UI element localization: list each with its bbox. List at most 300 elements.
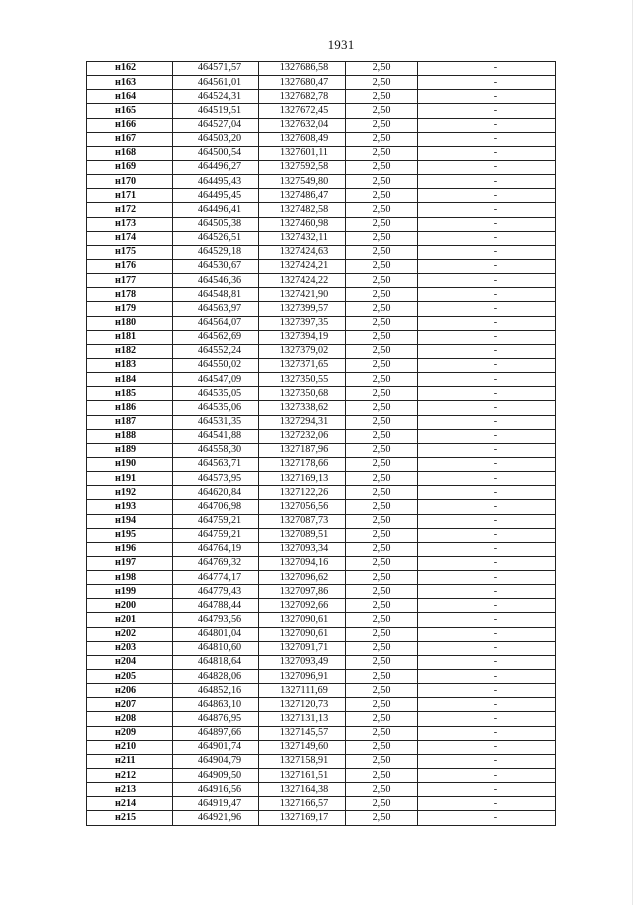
point-id-cell: н215 — [87, 811, 173, 825]
y-coordinate-cell: 1327161,51 — [259, 769, 346, 783]
note-cell: - — [418, 146, 556, 160]
y-coordinate-cell: 1327350,55 — [259, 373, 346, 387]
note-cell: - — [418, 754, 556, 768]
x-coordinate-cell: 464503,20 — [173, 132, 259, 146]
x-coordinate-cell: 464535,05 — [173, 387, 259, 401]
table-row — [87, 302, 556, 316]
note-cell: - — [418, 740, 556, 754]
point-id-cell: н164 — [87, 90, 173, 104]
point-id-cell: н177 — [87, 274, 173, 288]
accuracy-cell: 2,50 — [346, 571, 418, 585]
note-cell: - — [418, 571, 556, 585]
point-id-cell: н206 — [87, 684, 173, 698]
accuracy-cell: 2,50 — [346, 373, 418, 387]
note-cell: - — [418, 698, 556, 712]
table-row — [87, 358, 556, 372]
x-coordinate-cell: 464801,04 — [173, 627, 259, 641]
accuracy-cell: 2,50 — [346, 500, 418, 514]
y-coordinate-cell: 1327394,19 — [259, 330, 346, 344]
accuracy-cell: 2,50 — [346, 457, 418, 471]
note-cell: - — [418, 655, 556, 669]
note-cell: - — [418, 344, 556, 358]
point-id-cell: н196 — [87, 542, 173, 556]
y-coordinate-cell: 1327169,13 — [259, 472, 346, 486]
accuracy-cell: 2,50 — [346, 443, 418, 457]
x-coordinate-cell: 464531,35 — [173, 415, 259, 429]
table-row — [87, 429, 556, 443]
note-cell: - — [418, 627, 556, 641]
table-row — [87, 344, 556, 358]
table-row — [87, 175, 556, 189]
x-coordinate-cell: 464779,43 — [173, 585, 259, 599]
table-row — [87, 726, 556, 740]
x-coordinate-cell: 464571,57 — [173, 62, 259, 76]
table-row — [87, 231, 556, 245]
x-coordinate-cell: 464547,09 — [173, 373, 259, 387]
x-coordinate-cell: 464564,07 — [173, 316, 259, 330]
table-row — [87, 472, 556, 486]
note-cell: - — [418, 316, 556, 330]
table-row — [87, 330, 556, 344]
x-coordinate-cell: 464561,01 — [173, 76, 259, 90]
x-coordinate-cell: 464919,47 — [173, 797, 259, 811]
x-coordinate-cell: 464558,30 — [173, 443, 259, 457]
y-coordinate-cell: 1327096,91 — [259, 670, 346, 684]
y-coordinate-cell: 1327089,51 — [259, 528, 346, 542]
note-cell: - — [418, 797, 556, 811]
page-edge-line — [632, 0, 633, 905]
y-coordinate-cell: 1327682,78 — [259, 90, 346, 104]
note-cell: - — [418, 514, 556, 528]
accuracy-cell: 2,50 — [346, 754, 418, 768]
note-cell: - — [418, 783, 556, 797]
y-coordinate-cell: 1327056,56 — [259, 500, 346, 514]
accuracy-cell: 2,50 — [346, 302, 418, 316]
x-coordinate-cell: 464759,21 — [173, 528, 259, 542]
table-row — [87, 104, 556, 118]
point-id-cell: н174 — [87, 231, 173, 245]
point-id-cell: н167 — [87, 132, 173, 146]
note-cell: - — [418, 769, 556, 783]
y-coordinate-cell: 1327680,47 — [259, 76, 346, 90]
table-row — [87, 740, 556, 754]
table-row — [87, 118, 556, 132]
point-id-cell: н180 — [87, 316, 173, 330]
y-coordinate-cell: 1327686,58 — [259, 62, 346, 76]
point-id-cell: н184 — [87, 373, 173, 387]
table-row — [87, 443, 556, 457]
accuracy-cell: 2,50 — [346, 288, 418, 302]
accuracy-cell: 2,50 — [346, 146, 418, 160]
accuracy-cell: 2,50 — [346, 641, 418, 655]
table-row — [87, 189, 556, 203]
accuracy-cell: 2,50 — [346, 132, 418, 146]
y-coordinate-cell: 1327632,04 — [259, 118, 346, 132]
table-row — [87, 500, 556, 514]
table-row — [87, 217, 556, 231]
point-id-cell: н192 — [87, 486, 173, 500]
table-row — [87, 712, 556, 726]
note-cell: - — [418, 542, 556, 556]
accuracy-cell: 2,50 — [346, 740, 418, 754]
x-coordinate-cell: 464916,56 — [173, 783, 259, 797]
accuracy-cell: 2,50 — [346, 415, 418, 429]
y-coordinate-cell: 1327178,66 — [259, 457, 346, 471]
table-row — [87, 627, 556, 641]
x-coordinate-cell: 464546,36 — [173, 274, 259, 288]
note-cell: - — [418, 599, 556, 613]
x-coordinate-cell: 464706,98 — [173, 500, 259, 514]
note-cell: - — [418, 457, 556, 471]
y-coordinate-cell: 1327486,47 — [259, 189, 346, 203]
accuracy-cell: 2,50 — [346, 811, 418, 825]
y-coordinate-cell: 1327097,86 — [259, 585, 346, 599]
point-id-cell: н186 — [87, 401, 173, 415]
table-row — [87, 132, 556, 146]
note-cell: - — [418, 90, 556, 104]
point-id-cell: н170 — [87, 175, 173, 189]
point-id-cell: н201 — [87, 613, 173, 627]
note-cell: - — [418, 189, 556, 203]
x-coordinate-cell: 464573,95 — [173, 472, 259, 486]
y-coordinate-cell: 1327424,22 — [259, 274, 346, 288]
note-cell: - — [418, 217, 556, 231]
point-id-cell: н169 — [87, 160, 173, 174]
note-cell: - — [418, 556, 556, 570]
note-cell: - — [418, 358, 556, 372]
table-row — [87, 655, 556, 669]
x-coordinate-cell: 464818,64 — [173, 655, 259, 669]
point-id-cell: н181 — [87, 330, 173, 344]
y-coordinate-cell: 1327460,98 — [259, 217, 346, 231]
table-row — [87, 670, 556, 684]
y-coordinate-cell: 1327087,73 — [259, 514, 346, 528]
point-id-cell: н163 — [87, 76, 173, 90]
point-id-cell: н188 — [87, 429, 173, 443]
table-row — [87, 542, 556, 556]
x-coordinate-cell: 464764,19 — [173, 542, 259, 556]
x-coordinate-cell: 464524,31 — [173, 90, 259, 104]
table-row — [87, 783, 556, 797]
table-row — [87, 90, 556, 104]
note-cell: - — [418, 712, 556, 726]
accuracy-cell: 2,50 — [346, 585, 418, 599]
table-row — [87, 76, 556, 90]
x-coordinate-cell: 464852,16 — [173, 684, 259, 698]
accuracy-cell: 2,50 — [346, 684, 418, 698]
accuracy-cell: 2,50 — [346, 274, 418, 288]
y-coordinate-cell: 1327482,58 — [259, 203, 346, 217]
accuracy-cell: 2,50 — [346, 556, 418, 570]
point-id-cell: н183 — [87, 358, 173, 372]
accuracy-cell: 2,50 — [346, 698, 418, 712]
note-cell: - — [418, 670, 556, 684]
accuracy-cell: 2,50 — [346, 387, 418, 401]
note-cell: - — [418, 373, 556, 387]
note-cell: - — [418, 613, 556, 627]
accuracy-cell: 2,50 — [346, 514, 418, 528]
point-id-cell: н209 — [87, 726, 173, 740]
table-row — [87, 585, 556, 599]
y-coordinate-cell: 1327232,06 — [259, 429, 346, 443]
accuracy-cell: 2,50 — [346, 62, 418, 76]
table-row — [87, 316, 556, 330]
note-cell: - — [418, 726, 556, 740]
y-coordinate-cell: 1327122,26 — [259, 486, 346, 500]
x-coordinate-cell: 464550,02 — [173, 358, 259, 372]
x-coordinate-cell: 464519,51 — [173, 104, 259, 118]
table-row — [87, 146, 556, 160]
x-coordinate-cell: 464526,51 — [173, 231, 259, 245]
point-id-cell: н204 — [87, 655, 173, 669]
y-coordinate-cell: 1327092,66 — [259, 599, 346, 613]
table-row — [87, 769, 556, 783]
x-coordinate-cell: 464901,74 — [173, 740, 259, 754]
point-id-cell: н214 — [87, 797, 173, 811]
y-coordinate-cell: 1327187,96 — [259, 443, 346, 457]
accuracy-cell: 2,50 — [346, 245, 418, 259]
point-id-cell: н199 — [87, 585, 173, 599]
note-cell: - — [418, 401, 556, 415]
y-coordinate-cell: 1327166,57 — [259, 797, 346, 811]
x-coordinate-cell: 464527,04 — [173, 118, 259, 132]
accuracy-cell: 2,50 — [346, 670, 418, 684]
x-coordinate-cell: 464620,84 — [173, 486, 259, 500]
point-id-cell: н182 — [87, 344, 173, 358]
note-cell: - — [418, 231, 556, 245]
note-cell: - — [418, 500, 556, 514]
table-row — [87, 797, 556, 811]
x-coordinate-cell: 464535,06 — [173, 401, 259, 415]
point-id-cell: н195 — [87, 528, 173, 542]
y-coordinate-cell: 1327111,69 — [259, 684, 346, 698]
point-id-cell: н212 — [87, 769, 173, 783]
x-coordinate-cell: 464541,88 — [173, 429, 259, 443]
x-coordinate-cell: 464921,96 — [173, 811, 259, 825]
note-cell: - — [418, 175, 556, 189]
y-coordinate-cell: 1327090,61 — [259, 627, 346, 641]
accuracy-cell: 2,50 — [346, 344, 418, 358]
y-coordinate-cell: 1327169,17 — [259, 811, 346, 825]
table-row — [87, 387, 556, 401]
y-coordinate-cell: 1327397,35 — [259, 316, 346, 330]
table-row — [87, 373, 556, 387]
point-id-cell: н178 — [87, 288, 173, 302]
y-coordinate-cell: 1327350,68 — [259, 387, 346, 401]
accuracy-cell: 2,50 — [346, 599, 418, 613]
table-row — [87, 259, 556, 273]
point-id-cell: н179 — [87, 302, 173, 316]
y-coordinate-cell: 1327399,57 — [259, 302, 346, 316]
point-id-cell: н211 — [87, 754, 173, 768]
point-id-cell: н162 — [87, 62, 173, 76]
y-coordinate-cell: 1327131,13 — [259, 712, 346, 726]
point-id-cell: н172 — [87, 203, 173, 217]
y-coordinate-cell: 1327338,62 — [259, 401, 346, 415]
point-id-cell: н197 — [87, 556, 173, 570]
table-row — [87, 613, 556, 627]
y-coordinate-cell: 1327093,49 — [259, 655, 346, 669]
accuracy-cell: 2,50 — [346, 259, 418, 273]
x-coordinate-cell: 464496,27 — [173, 160, 259, 174]
y-coordinate-cell: 1327601,11 — [259, 146, 346, 160]
x-coordinate-cell: 464495,43 — [173, 175, 259, 189]
table-row — [87, 160, 556, 174]
note-cell: - — [418, 104, 556, 118]
table-row — [87, 599, 556, 613]
coordinates-table-body — [87, 62, 556, 826]
y-coordinate-cell: 1327158,91 — [259, 754, 346, 768]
note-cell: - — [418, 245, 556, 259]
x-coordinate-cell: 464552,24 — [173, 344, 259, 358]
note-cell: - — [418, 330, 556, 344]
point-id-cell: н200 — [87, 599, 173, 613]
accuracy-cell: 2,50 — [346, 104, 418, 118]
note-cell: - — [418, 472, 556, 486]
accuracy-cell: 2,50 — [346, 712, 418, 726]
accuracy-cell: 2,50 — [346, 160, 418, 174]
table-row — [87, 556, 556, 570]
table-row — [87, 754, 556, 768]
x-coordinate-cell: 464759,21 — [173, 514, 259, 528]
note-cell: - — [418, 443, 556, 457]
point-id-cell: н176 — [87, 259, 173, 273]
accuracy-cell: 2,50 — [346, 118, 418, 132]
y-coordinate-cell: 1327093,34 — [259, 542, 346, 556]
table-row — [87, 203, 556, 217]
accuracy-cell: 2,50 — [346, 783, 418, 797]
accuracy-cell: 2,50 — [346, 655, 418, 669]
accuracy-cell: 2,50 — [346, 401, 418, 415]
x-coordinate-cell: 464897,66 — [173, 726, 259, 740]
note-cell: - — [418, 160, 556, 174]
table-row — [87, 415, 556, 429]
accuracy-cell: 2,50 — [346, 797, 418, 811]
x-coordinate-cell: 464788,44 — [173, 599, 259, 613]
x-coordinate-cell: 464530,67 — [173, 259, 259, 273]
y-coordinate-cell: 1327592,58 — [259, 160, 346, 174]
table-row — [87, 684, 556, 698]
accuracy-cell: 2,50 — [346, 189, 418, 203]
y-coordinate-cell: 1327421,90 — [259, 288, 346, 302]
accuracy-cell: 2,50 — [346, 486, 418, 500]
y-coordinate-cell: 1327091,71 — [259, 641, 346, 655]
accuracy-cell: 2,50 — [346, 769, 418, 783]
y-coordinate-cell: 1327090,61 — [259, 613, 346, 627]
table-row — [87, 245, 556, 259]
note-cell: - — [418, 641, 556, 655]
point-id-cell: н171 — [87, 189, 173, 203]
x-coordinate-cell: 464909,50 — [173, 769, 259, 783]
table-row — [87, 401, 556, 415]
coordinates-table — [86, 61, 556, 826]
y-coordinate-cell: 1327371,65 — [259, 358, 346, 372]
point-id-cell: н166 — [87, 118, 173, 132]
x-coordinate-cell: 464495,45 — [173, 189, 259, 203]
x-coordinate-cell: 464904,79 — [173, 754, 259, 768]
y-coordinate-cell: 1327432,11 — [259, 231, 346, 245]
accuracy-cell: 2,50 — [346, 76, 418, 90]
table-row — [87, 528, 556, 542]
point-id-cell: н193 — [87, 500, 173, 514]
y-coordinate-cell: 1327164,38 — [259, 783, 346, 797]
x-coordinate-cell: 464563,71 — [173, 457, 259, 471]
point-id-cell: н208 — [87, 712, 173, 726]
accuracy-cell: 2,50 — [346, 726, 418, 740]
x-coordinate-cell: 464828,06 — [173, 670, 259, 684]
point-id-cell: н185 — [87, 387, 173, 401]
x-coordinate-cell: 464563,97 — [173, 302, 259, 316]
accuracy-cell: 2,50 — [346, 627, 418, 641]
x-coordinate-cell: 464876,95 — [173, 712, 259, 726]
note-cell: - — [418, 62, 556, 76]
note-cell: - — [418, 415, 556, 429]
accuracy-cell: 2,50 — [346, 330, 418, 344]
note-cell: - — [418, 486, 556, 500]
note-cell: - — [418, 811, 556, 825]
note-cell: - — [418, 274, 556, 288]
y-coordinate-cell: 1327149,60 — [259, 740, 346, 754]
x-coordinate-cell: 464505,38 — [173, 217, 259, 231]
point-id-cell: н173 — [87, 217, 173, 231]
accuracy-cell: 2,50 — [346, 316, 418, 330]
note-cell: - — [418, 203, 556, 217]
accuracy-cell: 2,50 — [346, 542, 418, 556]
point-id-cell: н187 — [87, 415, 173, 429]
y-coordinate-cell: 1327549,80 — [259, 175, 346, 189]
note-cell: - — [418, 528, 556, 542]
table-row — [87, 698, 556, 712]
y-coordinate-cell: 1327294,31 — [259, 415, 346, 429]
note-cell: - — [418, 684, 556, 698]
x-coordinate-cell: 464810,60 — [173, 641, 259, 655]
point-id-cell: н194 — [87, 514, 173, 528]
note-cell: - — [418, 118, 556, 132]
table-row — [87, 486, 556, 500]
point-id-cell: н190 — [87, 457, 173, 471]
page-number: 1931 — [327, 37, 355, 52]
y-coordinate-cell: 1327094,16 — [259, 556, 346, 570]
table-row — [87, 62, 556, 76]
y-coordinate-cell: 1327672,45 — [259, 104, 346, 118]
point-id-cell: н202 — [87, 627, 173, 641]
x-coordinate-cell: 464769,32 — [173, 556, 259, 570]
point-id-cell: н168 — [87, 146, 173, 160]
note-cell: - — [418, 585, 556, 599]
x-coordinate-cell: 464548,81 — [173, 288, 259, 302]
accuracy-cell: 2,50 — [346, 203, 418, 217]
accuracy-cell: 2,50 — [346, 429, 418, 443]
accuracy-cell: 2,50 — [346, 175, 418, 189]
table-row — [87, 288, 556, 302]
y-coordinate-cell: 1327120,73 — [259, 698, 346, 712]
point-id-cell: н191 — [87, 472, 173, 486]
table-row — [87, 514, 556, 528]
x-coordinate-cell: 464863,10 — [173, 698, 259, 712]
point-id-cell: н213 — [87, 783, 173, 797]
x-coordinate-cell: 464500,54 — [173, 146, 259, 160]
y-coordinate-cell: 1327096,62 — [259, 571, 346, 585]
accuracy-cell: 2,50 — [346, 231, 418, 245]
accuracy-cell: 2,50 — [346, 358, 418, 372]
table-row — [87, 641, 556, 655]
accuracy-cell: 2,50 — [346, 528, 418, 542]
note-cell: - — [418, 302, 556, 316]
point-id-cell: н198 — [87, 571, 173, 585]
note-cell: - — [418, 76, 556, 90]
point-id-cell: н205 — [87, 670, 173, 684]
accuracy-cell: 2,50 — [346, 613, 418, 627]
